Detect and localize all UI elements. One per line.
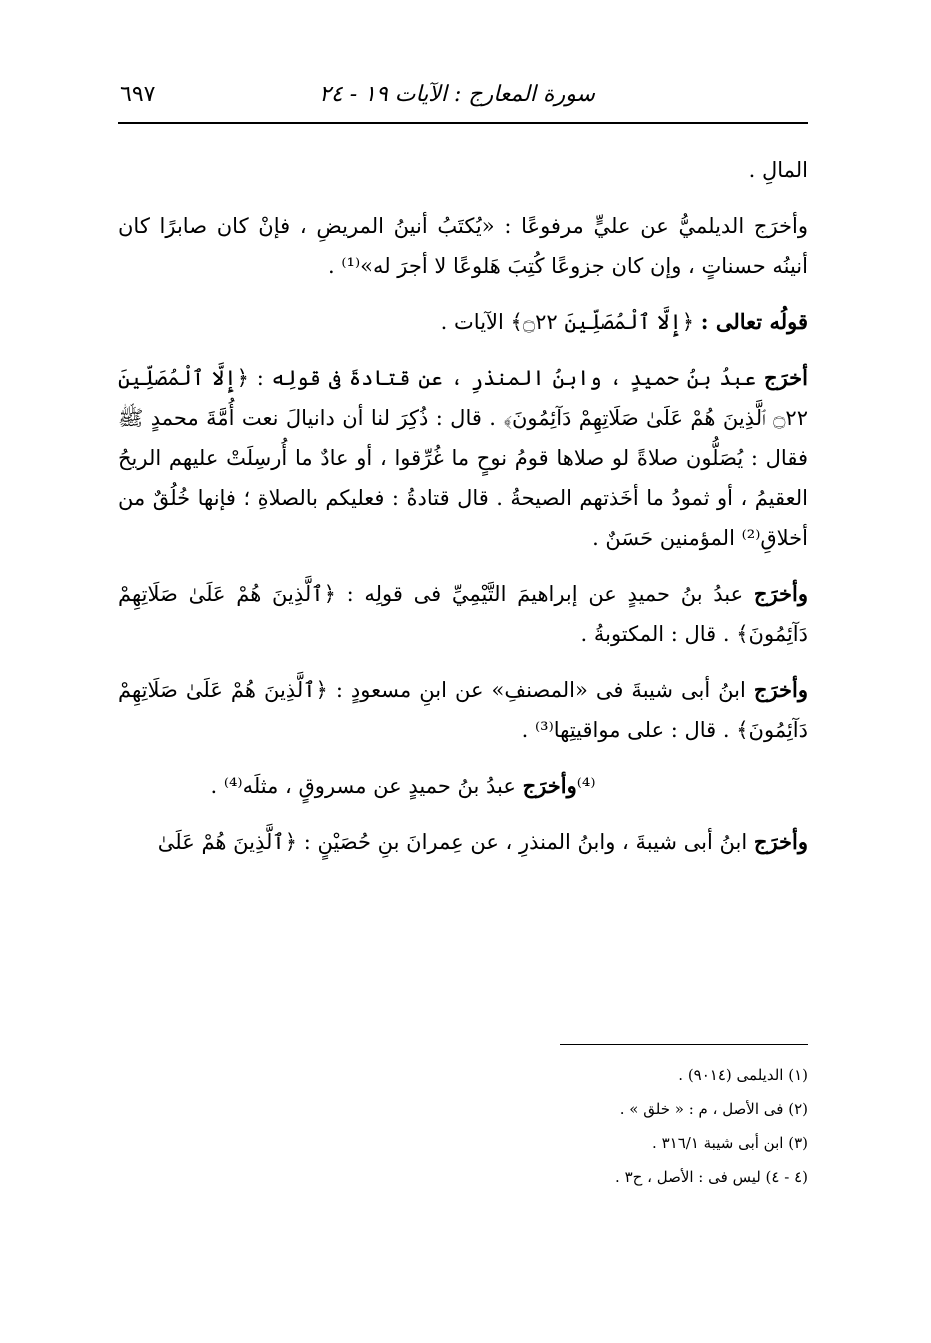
paragraph-8 — [118, 822, 808, 862]
paragraph-4 — [118, 358, 808, 558]
paragraph-7-rest: عبدُ بنُ حميدٍ عن مسروقٍ ، مثلَه⁽⁴⁾ . — [210, 774, 516, 798]
footnotes — [380, 1058, 808, 1194]
paragraph-4-lead: أخرَج — [764, 365, 808, 390]
paragraph-3-lead: قولُه تعالى : — [700, 309, 808, 334]
paragraph-3-rest: ﴿إِلَّا ٱلْمُصَلِّينَ ۝٢٢﴾ الآيات . — [440, 310, 695, 334]
footnote-4: (٤ - ٤) ليس فى : الأصل ، ح٣ . — [615, 1168, 808, 1186]
main-text — [118, 150, 808, 878]
paragraph-2: وأخرَج الديلميُّ عن عليٍّ مرفوعًا : «يُكتَبُ أنينُ المريضِ ، فإنْ كان صابرًا كان أنينُه حسناتٍ ، وإن كان جزوعًا كُتِبَ هَلوعًا لا أجرَ له»⁽¹⁾ . — [118, 214, 808, 278]
paragraph-4-rest: عبدُ بنُ حميدٍ ، وابنُ المنذرِ ، عن قتادةَ فى قولِه : ﴿إِلَّا ٱلْمُصَلِّينَ ۝٢٢ ٱلَّذِينَ هُمْ عَلَىٰ صَلَاتِهِمْ دَآئِمُونَ﴾ . قال : ذُكِرَ لنا أن دانيالَ نعت أُمَّةَ محمدٍ ﷺ فقال : يُصَلُّون صلاةً لو صلاها قومُ نوحٍ ما غُرِّقوا ، أو عادٌ ما أُرسِلَتْ عليهم الريحُ العقيمُ ، أو ثمودُ ما أخَذتهم الصيحةُ . قال قتادةُ : فعليكم بالصلاةِ ؛ فإنها خُلُقٌ من أخلاقِ⁽²⁾ المؤمنين حَسَنٌ . — [118, 366, 808, 550]
paragraph-8-lead: وأخرَج — [753, 829, 808, 854]
paragraph-1: المالِ . — [748, 158, 808, 182]
footnote-1: (١) الديلمى (٩٠١٤) . — [678, 1066, 808, 1084]
paragraph-5-lead: وأخرَج — [753, 581, 808, 606]
paragraph-6 — [118, 670, 808, 750]
paragraph-6-lead: وأخرَج — [753, 677, 808, 702]
footnote-rule — [560, 1044, 808, 1045]
footnote-2: (٢) فى الأصل ، م : « خلق » . — [619, 1100, 808, 1118]
paragraph-7-lead: وأخرَج — [522, 773, 577, 798]
footnote-3: (٣) ابن أبى شيبة ٣١٦/١ . — [652, 1134, 808, 1152]
page-header — [120, 70, 805, 120]
paragraph-6-rest: ابنُ أبى شيبةَ فى «المصنفِ» عن ابنِ مسعودٍ : ﴿ٱلَّذِينَ هُمْ عَلَىٰ صَلَاتِهِمْ دَآئِمُونَ﴾ . قال : على مواقيتِها⁽³⁾ . — [118, 678, 808, 742]
paragraph-7 — [118, 766, 808, 806]
running-title: سورة المعارج : الآيات ١٩ - ٢٤ — [319, 82, 595, 107]
page-number: ٦٩٧ — [120, 82, 156, 107]
paragraph-5 — [118, 574, 808, 654]
header-rule — [118, 122, 808, 124]
paragraph-3 — [118, 302, 808, 342]
paragraph-8-rest: ابنُ أبى شيبةَ ، وابنُ المنذرِ ، عن عِمرانَ بنِ حُصَيْنٍ : ﴿ٱلَّذِينَ هُمْ عَلَىٰ — [157, 830, 748, 854]
paragraph-7-open-mark: ⁽⁴⁾ — [576, 774, 596, 798]
paragraph-5-rest: عبدُ بنُ حميدٍ عن إبراهيمَ التَّيْمِيِّ فى قولِه : ﴿ٱلَّذِينَ هُمْ عَلَىٰ صَلَاتِهِمْ دَآئِمُونَ﴾ . قال : المكتوبةُ . — [118, 582, 808, 646]
